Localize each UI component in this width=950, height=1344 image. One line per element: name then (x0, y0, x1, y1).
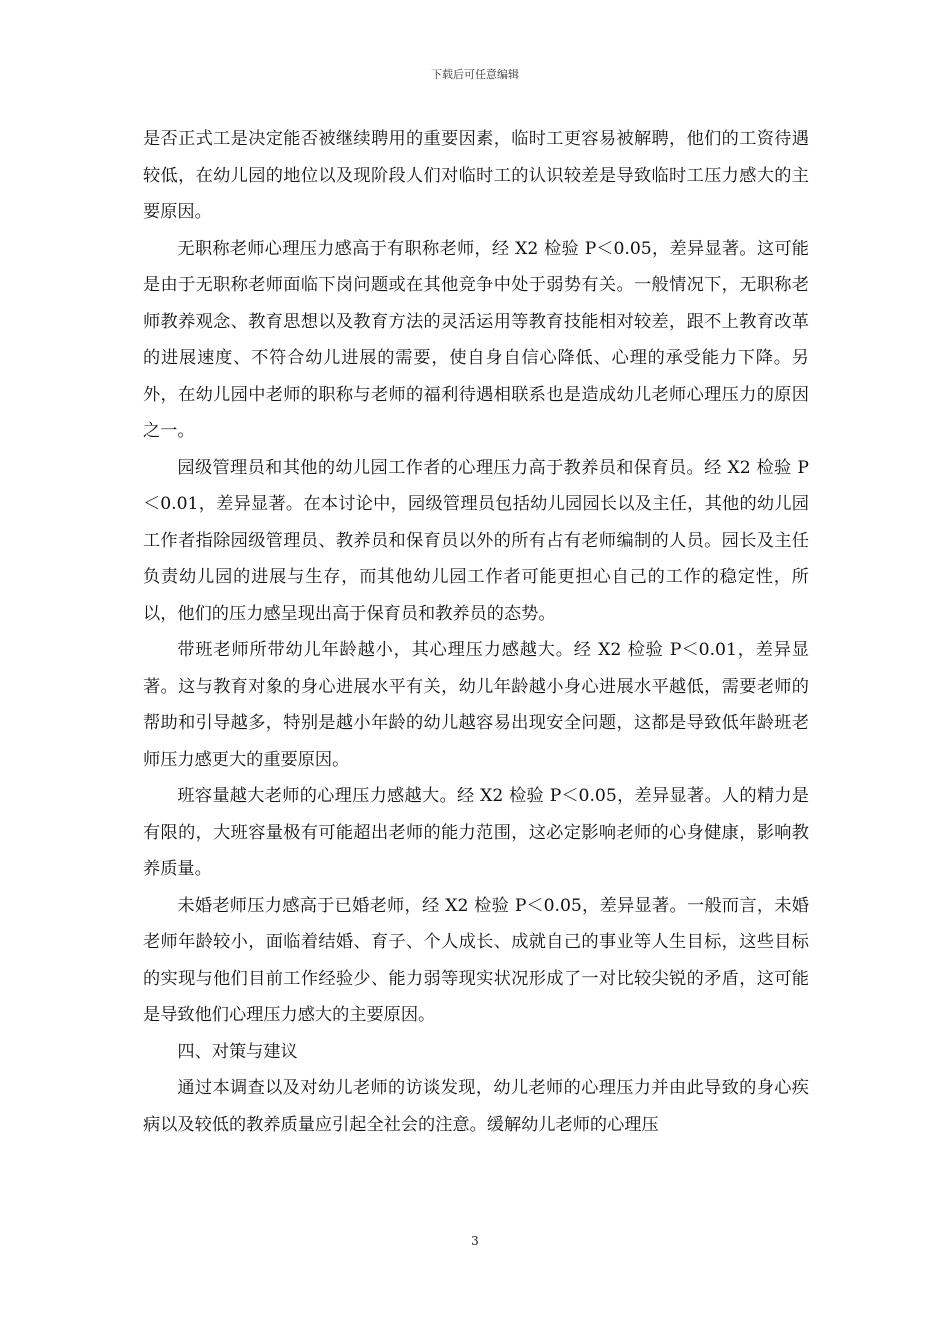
page-header: 下载后可任意编辑 (431, 68, 519, 81)
paragraph: 是否正式工是决定能否被继续聘用的重要因素，临时工更容易被解聘，他们的工资待遇较低，在幼儿园的地位以及现阶段人们对临时工的认识较差是导致临时工压力感大的主要原因。 (143, 129, 809, 222)
body-text (143, 121, 809, 1143)
paragraph: 带班老师所带幼儿年龄越小，其心理压力感越大。经 X2 检验 P＜0.01，差异显著。这与教育对象的身心进展水平有关，幼儿年龄越小身心进展水平越低，需要老师的帮助和引导越多，特别是越小年龄的幼儿越容易出现安全问题，这都是导致低年龄班老师压力感更大的重要原因。 (143, 640, 809, 770)
paragraph: 园级管理员和其他的幼儿园工作者的心理压力高于教养员和保育员。经 X2 检验 P＜0.01，差异显著。在本讨论中，园级管理员包括幼儿园园长以及主任，其他的幼儿园工作者指除园级管理员、教养员和保育员以外的所有占有老师编制的人员。园长及主任负责幼儿园的进展与生存，而其他幼儿园工作者可能更担心自己的工作的稳定性，所以，他们的压力感呈现出高于保育员和教养员的态势。 (143, 457, 809, 624)
page-number: 3 (471, 1234, 479, 1248)
paragraph: 通过本调查以及对幼儿老师的访谈发现，幼儿老师的心理压力并由此导致的身心疾病以及较低的教养质量应引起全社会的注意。缓解幼儿老师的心理压 (143, 1078, 809, 1135)
paragraph: 无职称老师心理压力感高于有职称老师，经 X2 检验 P＜0.05，差异显著。这可能是由于无职称老师面临下岗问题或在其他竞争中处于弱势有关。一般情况下，无职称老师教养观念、教育思想以及教育方法的灵活运用等教育技能相对较差，跟不上教育改革的进展速度、不符合幼儿进展的需要，使自身自信心降低、心理的承受能力下降。另外，在幼儿园中老师的职称与老师的福利待遇相联系也是造成幼儿老师心理压力的原因之一。 (143, 238, 809, 441)
section-heading: 四、对策与建议 (177, 1041, 298, 1062)
paragraph: 未婚老师压力感高于已婚老师，经 X2 检验 P＜0.05，差异显著。一般而言，未婚老师年龄较小，面临着结婚、育子、个人成长、成就自己的事业等人生目标，这些目标的实现与他们目前工作经验少、能力弱等现实状况形成了一对比较尖锐的矛盾，这可能是导致他们心理压力感大的主要原因。 (143, 895, 809, 1025)
paragraph: 班容量越大老师的心理压力感越大。经 X2 检验 P＜0.05，差异显著。人的精力是有限的，大班容量极有可能超出老师的能力范围，这必定影响老师的心身健康，影响教养质量。 (143, 786, 809, 879)
